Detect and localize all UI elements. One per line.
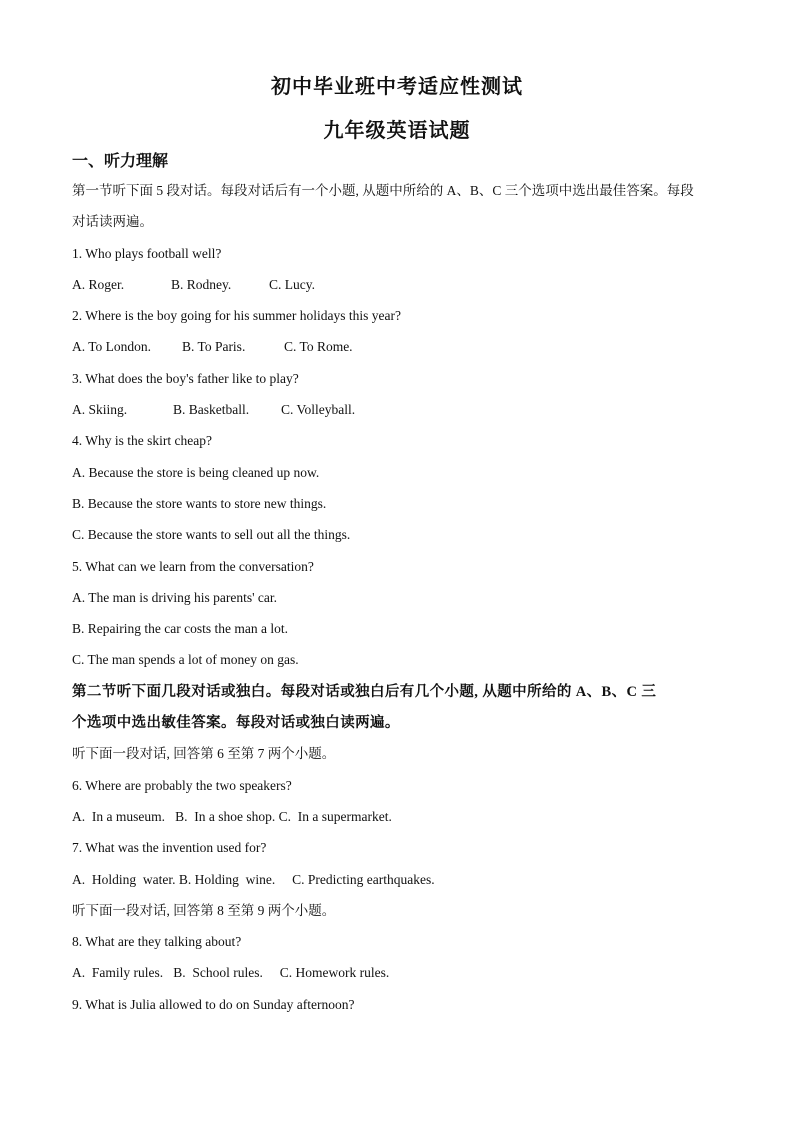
dialog-instruction-2: 听下面一段对话, 回答第 8 至第 9 两个小题。 [72, 902, 336, 918]
part2-instructions: 第二节听下面几段对话或独白。每段对话或独白后有几个小题, 从题中所给的 A、B、C 三 [72, 683, 657, 700]
question-6-options: A. In a museum. B. In a shoe shop. C. In a supermarket. [72, 808, 392, 824]
part1-instructions-cont: 对话读两遍。 [72, 214, 153, 230]
option-c: C. Volleyball. [281, 402, 356, 418]
option-a: A. To London. [72, 339, 152, 355]
question-7: 7. What was the invention used for? [72, 840, 267, 856]
question-5-option-c: C. The man spends a lot of money on gas. [72, 652, 299, 668]
question-1: 1. Who plays football well? [72, 245, 222, 261]
option-c: C. To Rome. [284, 339, 353, 355]
part1-instructions: 第一节听下面 5 段对话。每段对话后有一个小题, 从题中所给的 A、B、C 三个选项中选出最佳答案。每段 [72, 183, 694, 198]
question-list [72, 180, 724, 1025]
option-b: B. Rodney. [171, 276, 232, 292]
part2-instructions-cont: 个选项中选出敏佳答案。每段对话或独白读两遍。 [72, 715, 400, 732]
question-8: 8. What are they talking about? [72, 934, 242, 950]
question-2-options [72, 336, 724, 367]
question-4-option-c: C. Because the store wants to sell out all the things. [72, 527, 351, 543]
section-heading-listening: 一、听力理解 [72, 153, 169, 170]
question-4-option-a: A. Because the store is being cleaned up now. [72, 464, 320, 480]
question-9: 9. What is Julia allowed to do on Sunday afternoon? [72, 996, 355, 1012]
question-4: 4. Why is the skirt cheap? [72, 433, 212, 449]
question-7-options: A. Holding water. B. Holding wine. C. Predicting earthquakes. [72, 871, 435, 887]
question-5: 5. What can we learn from the conversation? [72, 558, 314, 574]
question-4-option-b: B. Because the store wants to store new things. [72, 495, 327, 511]
exam-subtitle: 九年级英语试题 [323, 120, 471, 142]
question-5-option-b: B. Repairing the car costs the man a lot. [72, 621, 288, 637]
question-5-option-a: A. The man is driving his parents' car. [72, 589, 278, 605]
exam-title: 初中毕业班中考适应性测试 [271, 76, 523, 98]
question-8-options: A. Family rules. B. School rules. C. Homework rules. [72, 965, 390, 981]
question-1-options [72, 274, 724, 305]
question-3: 3. What does the boy's father like to play? [72, 370, 299, 386]
dialog-instruction-1: 听下面一段对话, 回答第 6 至第 7 两个小题。 [72, 746, 336, 762]
option-b: B. To Paris. [182, 339, 246, 355]
option-c: C. Lucy. [269, 276, 315, 292]
question-3-options [72, 399, 724, 430]
option-b: B. Basketball. [173, 402, 250, 418]
question-2: 2. Where is the boy going for his summer holidays this year? [72, 308, 401, 324]
option-a: A. Roger. [72, 276, 125, 292]
question-6: 6. Where are probably the two speakers? [72, 777, 292, 793]
option-a: A. Skiing. [72, 402, 128, 418]
